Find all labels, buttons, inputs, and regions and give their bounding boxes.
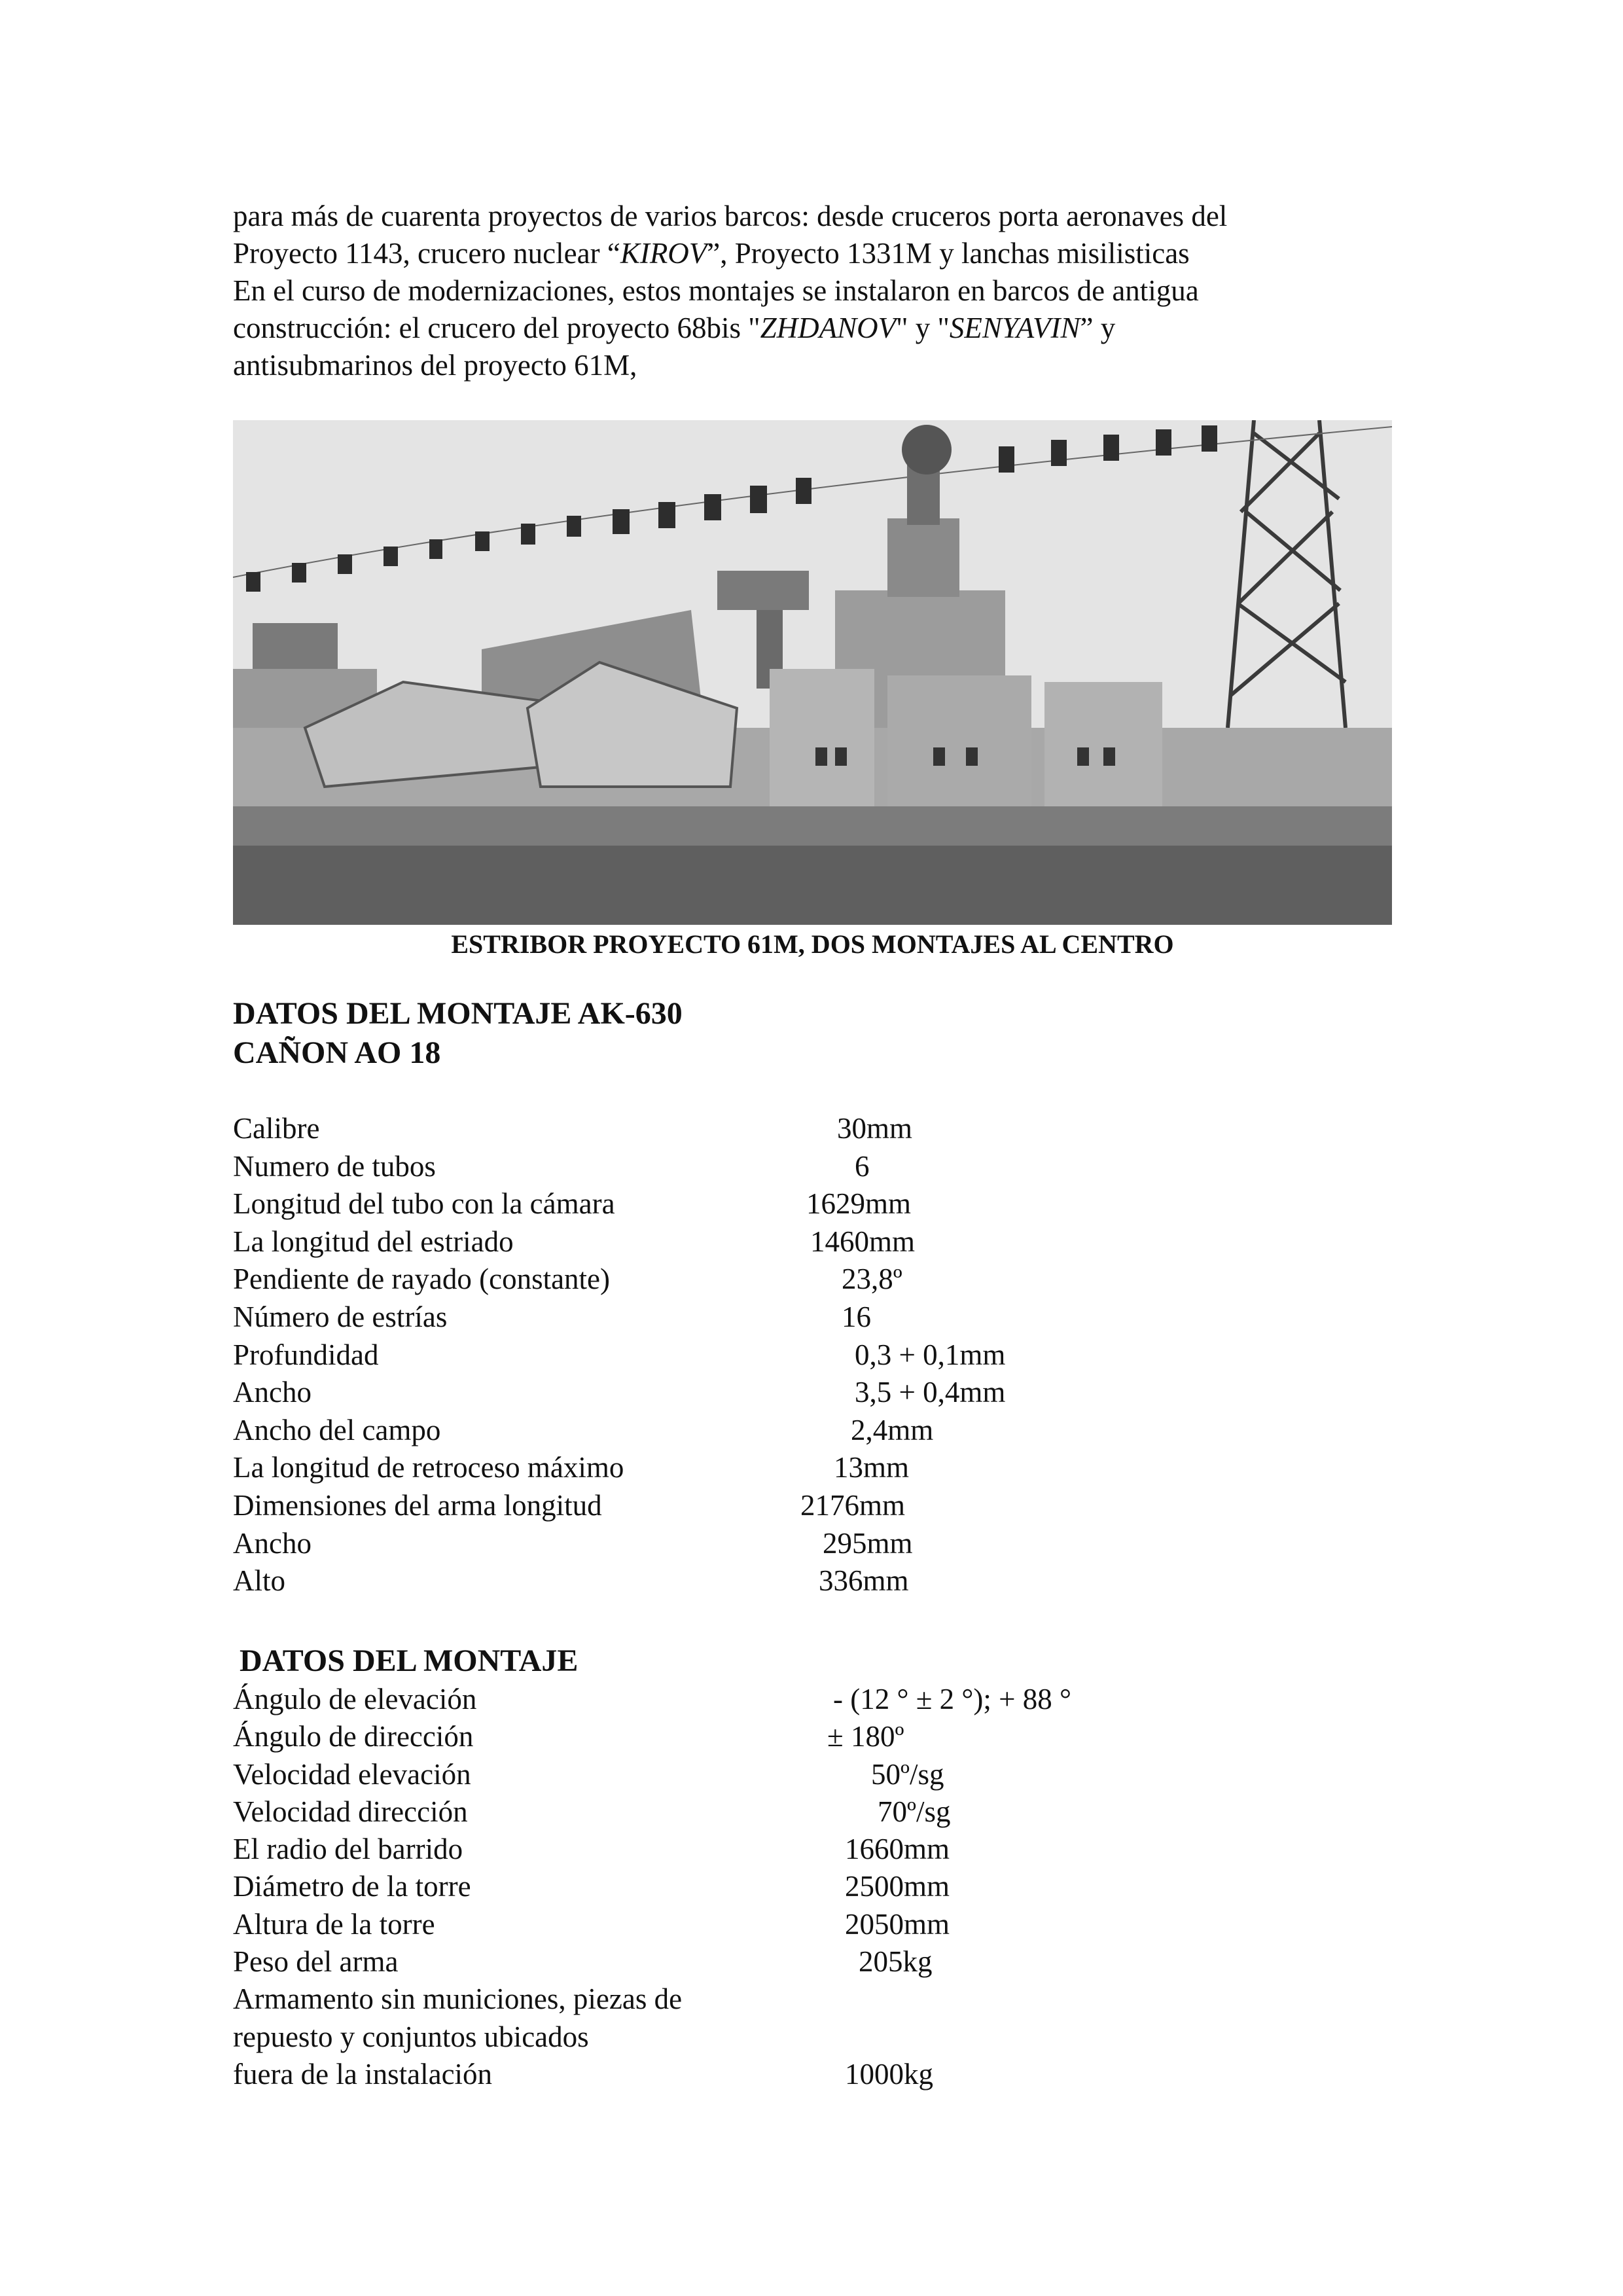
spec-row	[233, 1449, 1411, 1487]
section1-title-line2: CAÑON AO 18	[233, 1035, 441, 1070]
spec-label: Peso del arma	[233, 1945, 399, 1979]
spec-label: repuesto y conjuntos ubicados	[233, 2020, 589, 2053]
spec-value: - (12 ° ± 2 °); + 88 °	[833, 1683, 1072, 1715]
spec-label: Diámetro de la torre	[233, 1870, 471, 1903]
spec-row	[233, 2018, 1411, 2056]
spec-row	[233, 1299, 1411, 1336]
spec-label: Profundidad	[233, 1338, 379, 1371]
ship-photo	[233, 420, 1392, 925]
spec-row	[233, 1868, 1411, 1905]
spec-row	[233, 1831, 1411, 1868]
spec-label: Ángulo de dirección	[233, 1720, 474, 1753]
spec-row	[233, 1185, 1411, 1223]
spec-label: Ancho	[233, 1526, 312, 1560]
spec-label: La longitud del estriado	[233, 1225, 514, 1258]
section2-title: DATOS DEL MONTAJE	[240, 1643, 579, 1678]
spec-row	[233, 1756, 1411, 1793]
spec-row	[233, 1223, 1411, 1261]
spec-label: fuera de la instalación	[233, 2057, 493, 2090]
spec-value: 295mm	[823, 1526, 913, 1560]
photo-caption: ESTRIBOR PROYECTO 61M, DOS MONTAJES AL CENTRO	[451, 929, 1174, 959]
spec-value: 1460mm	[810, 1225, 916, 1258]
spec-label: Altura de la torre	[233, 1907, 435, 1941]
spec-row	[233, 1374, 1411, 1412]
spec-label: El radio del barrido	[233, 1833, 463, 1866]
spec-row	[233, 1487, 1411, 1525]
spec-row	[233, 2056, 1411, 2093]
spec-value: 3,5 + 0,4mm	[855, 1376, 1006, 1409]
spec-value: 23,8º	[842, 1263, 902, 1296]
spec-row	[233, 1525, 1411, 1563]
spec-row	[233, 1412, 1411, 1450]
spec-label: La longitud de retroceso máximo	[233, 1451, 624, 1484]
spec-row	[233, 1681, 1411, 1718]
spec-value: 6	[855, 1149, 870, 1183]
spec-row	[233, 1562, 1411, 1600]
intro-line-4: construcción: el crucero del proyecto 68bis "ZHDANOV" y "SENYAVIN” y	[233, 312, 1116, 344]
spec-value: 1000kg	[845, 2057, 933, 2090]
spec-value: 30mm	[837, 1112, 913, 1145]
spec-label: Velocidad dirección	[233, 1795, 468, 1828]
intro-line-3: En el curso de modernizaciones, estos montajes se instalaron en barcos de antigua	[233, 274, 1199, 307]
spec-row	[233, 1148, 1411, 1186]
spec-label: Calibre	[233, 1112, 320, 1145]
spec-row	[233, 1906, 1411, 1943]
spec-value: 2500mm	[845, 1870, 950, 1903]
spec-value: 2,4mm	[851, 1413, 934, 1446]
spec-value: 205kg	[859, 1945, 933, 1979]
spec-value: 16	[842, 1300, 871, 1333]
spec-row	[233, 1943, 1411, 1981]
spec-row	[233, 1110, 1411, 1148]
spec-label: Ancho	[233, 1376, 312, 1409]
intro-line-1: para más de cuarenta proyectos de varios barcos: desde cruceros porta aeronaves del	[233, 200, 1228, 232]
spec-label: Ángulo de elevación	[233, 1683, 477, 1715]
spec-label: Número de estrías	[233, 1300, 448, 1333]
spec-row	[233, 1981, 1411, 2018]
spec-label: Longitud del tubo con la cámara	[233, 1187, 615, 1221]
spec-label: Ancho del campo	[233, 1413, 441, 1446]
ship-photo-illustration	[233, 420, 1392, 925]
spec-row	[233, 1336, 1411, 1374]
spec-value: ± 180º	[827, 1720, 904, 1753]
intro-paragraph	[233, 198, 1411, 384]
spec-label: Numero de tubos	[233, 1149, 436, 1183]
spec-value: 13mm	[834, 1451, 910, 1484]
spec-value: 336mm	[819, 1564, 909, 1598]
section1-table	[233, 1110, 1411, 1600]
spec-row	[233, 1793, 1411, 1831]
spec-label: Pendiente de rayado (constante)	[233, 1263, 611, 1296]
spec-value: 2050mm	[845, 1907, 950, 1941]
spec-row	[233, 1718, 1411, 1755]
spec-value: 0,3 + 0,1mm	[855, 1338, 1006, 1371]
section1-title-line1: DATOS DEL MONTAJE AK-630	[233, 996, 683, 1031]
spec-value: 1660mm	[845, 1833, 950, 1866]
spec-label: Dimensiones del arma longitud	[233, 1488, 602, 1522]
spec-row	[233, 1261, 1411, 1299]
spec-value: 70º/sg	[878, 1795, 951, 1828]
spec-value: 1629mm	[806, 1187, 912, 1221]
section2-table	[233, 1681, 1411, 2093]
spec-label: Velocidad elevación	[233, 1757, 471, 1791]
intro-line-2: Proyecto 1143, crucero nuclear “KIROV”, Proyecto 1331M y lanchas misilisticas	[233, 237, 1190, 270]
spec-value: 2176mm	[800, 1488, 906, 1522]
spec-label: Armamento sin municiones, piezas de	[233, 1982, 683, 2016]
spec-value: 50º/sg	[871, 1757, 944, 1791]
spec-label: Alto	[233, 1564, 286, 1598]
intro-line-5: antisubmarinos del proyecto 61M,	[233, 349, 637, 382]
